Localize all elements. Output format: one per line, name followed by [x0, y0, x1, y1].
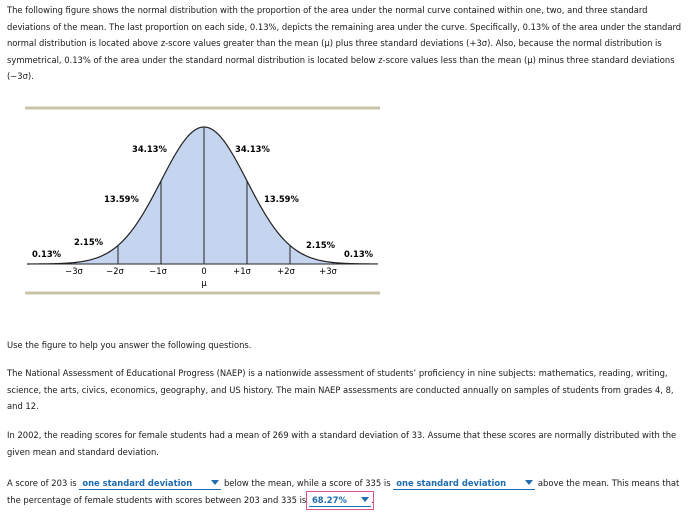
answer-part-1: A score of 203 is: [7, 478, 77, 488]
dropdown-percentage-value: 68.27%: [311, 494, 347, 505]
naep-paragraph: The National Assessment of Educational Progress (NAEP) is a nationwide assessment of students’ proficiency in nine subjects: mathematics, reading, writing, science, the arts, civics, economics, geography, and US history. The main NAEP assessments are conducted annually on samples of students from grades 4, 8, and 12.: [7, 368, 674, 411]
answer-sentence: [7, 475, 691, 508]
dropdown-percentage[interactable]: [309, 494, 371, 507]
pct-left-tail: 0.13%: [32, 249, 62, 259]
pct-left-2: 13.59%: [104, 194, 139, 204]
tick-label-minus-2: −2σ: [106, 266, 124, 276]
tick-label-minus-1: −1σ: [149, 266, 167, 276]
pct-right-1: 34.13%: [235, 144, 270, 154]
tick-label-minus-3: −3σ: [65, 266, 83, 276]
tick-label-zero: 0: [201, 266, 207, 276]
chevron-down-icon: [211, 480, 219, 485]
pct-right-2: 13.59%: [264, 194, 299, 204]
chevron-down-icon: [525, 480, 533, 485]
dropdown-335-value: one standard deviation: [396, 478, 507, 488]
pct-right-tail: 0.13%: [344, 249, 374, 259]
normal-distribution-figure: [25, 103, 380, 295]
chevron-down-icon: [361, 497, 369, 502]
dropdown-203-position[interactable]: [79, 477, 221, 490]
tick-label-plus-3: +3σ: [319, 266, 337, 276]
pct-right-3: 2.15%: [306, 240, 336, 250]
tick-label-plus-1: +1σ: [233, 266, 251, 276]
dropdown-335-position[interactable]: [393, 477, 535, 490]
dropdown-203-value: one standard deviation: [82, 478, 193, 488]
pct-left-1: 34.13%: [132, 144, 167, 154]
answer-part-4: .: [370, 494, 374, 505]
mu-label: μ: [201, 278, 207, 288]
intro-paragraph: The following figure shows the normal distribution with the proportion of the area under the normal curve contained within one, two, and three standard deviations of the mean. The last proportion on each side, 0.13%, depicts the remaining area under the curve. Specifically, 0.13% of the area under the standard normal distribution is located above z-score values greater than the mean (μ) plus three standard deviations (+3σ). Also, because the normal distribution is symmetrical, 0.13% of the area under the standard normal distribution is located below z-score values less than the mean (μ) minus three standard deviations (−3σ).: [7, 5, 682, 81]
use-figure-instruction: Use the figure to help you answer the following questions.: [7, 340, 252, 350]
answer-part-2: below the mean, while a score of 335 is: [223, 478, 391, 488]
reading-scores-paragraph: In 2002, the reading scores for female students had a mean of 269 with a standard deviation of 33. Assume that these scores are normally distributed with the given mean and standard deviation.: [7, 430, 677, 457]
tick-label-plus-2: +2σ: [277, 266, 295, 276]
pct-left-3: 2.15%: [74, 237, 104, 247]
answer-part-3: above the mean. This means that the percentage of female students with scores between 203 and 335 is: [7, 478, 680, 505]
